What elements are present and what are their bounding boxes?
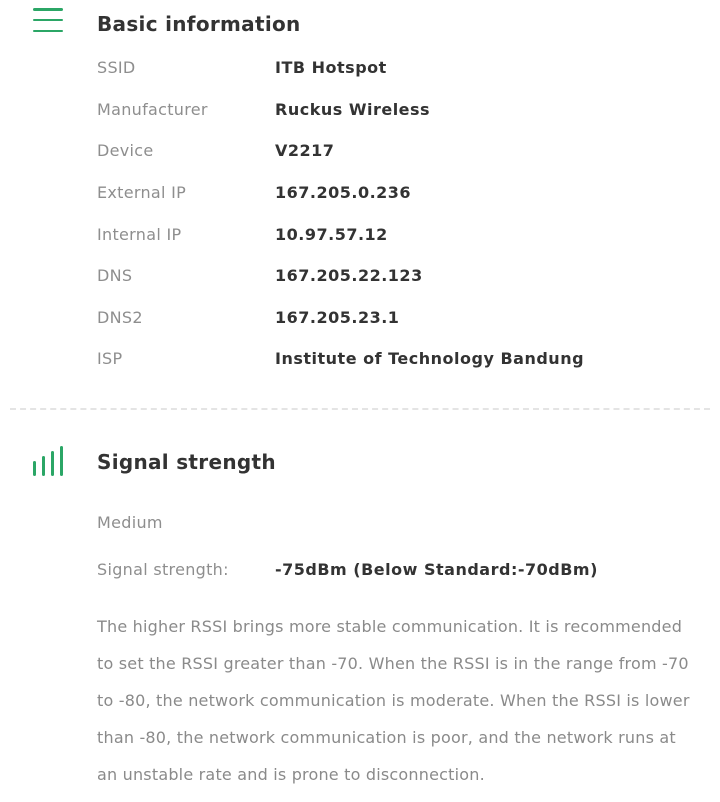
info-row-isp [97, 338, 700, 380]
basic-info-title: Basic information [97, 12, 301, 36]
info-row-device [97, 130, 700, 172]
info-value: V2217 [275, 141, 335, 161]
info-value: Ruckus Wireless [275, 99, 431, 119]
signal-strength-row [97, 560, 598, 579]
list-menu-icon [33, 8, 63, 32]
signal-description: The higher RSSI brings more stable communication. It is recommended to set the RSSI greater than -70. When the RSSI is in the range from -70 to -80, the network communication is moderate. When the RSSI is lower than -80, the network communication is poor, and the network runs at an unstable rate and is prone to disconnection. [97, 617, 690, 784]
info-label: Manufacturer [97, 99, 208, 119]
info-row-dns [97, 255, 700, 297]
signal-strength-value: -75dBm (Below Standard:-70dBm) [275, 560, 598, 579]
info-value: 167.205.23.1 [275, 307, 400, 327]
info-row-internal-ip [97, 213, 700, 255]
info-label: Internal IP [97, 224, 182, 244]
info-value: ITB Hotspot [275, 58, 387, 78]
info-value: 167.205.0.236 [275, 183, 412, 203]
info-label: SSID [97, 58, 136, 78]
info-label: Device [97, 141, 154, 161]
info-row-external-ip [97, 172, 700, 214]
info-value: 10.97.57.12 [275, 224, 388, 244]
info-value: Institute of Technology Bandung [275, 349, 585, 369]
info-label: DNS [97, 266, 133, 286]
info-label: DNS2 [97, 307, 143, 327]
info-row-manufacturer [97, 89, 700, 131]
basic-info-list [97, 47, 700, 380]
signal-strength-label: Signal strength: [97, 560, 229, 579]
info-row-dns2 [97, 297, 700, 339]
signal-bars-icon [33, 446, 63, 476]
info-label: ISP [97, 349, 123, 369]
info-row-ssid [97, 47, 700, 89]
signal-strength-title: Signal strength [97, 450, 276, 474]
info-label: External IP [97, 183, 187, 203]
section-divider [10, 408, 710, 410]
signal-level-badge: Medium [97, 513, 163, 532]
info-value: 167.205.22.123 [275, 266, 423, 286]
